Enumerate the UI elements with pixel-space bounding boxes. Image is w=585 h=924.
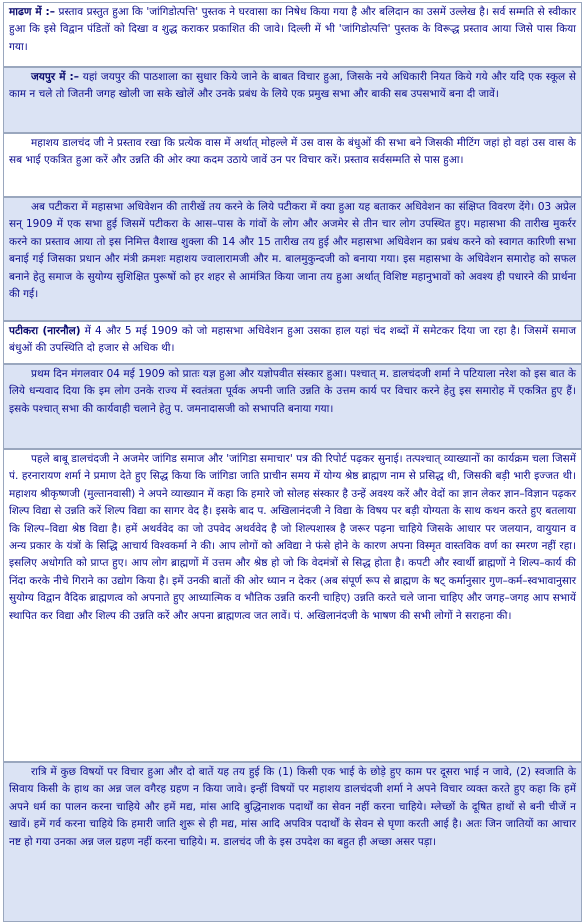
paragraph-text: प्रस्ताव प्रस्तुत हुआ कि 'जांगिडोत्पत्ति' पुस्तक ने घरवासा का निषेध किया गया है और बलिदान का उसमें उल्लेख है। सर्व सम्मति से स्वीकार हुआ कि इसे विद्वान पंडितों को दिखा व शुद्ध कराकर प्रकाशित की जावे। दिल्ली में भी 'जांगिडोत्पत्ति' पुस्तक के विरूद्ध प्रस्ताव आया जिसे पास किया गया।	[9, 6, 576, 53]
paragraph-speeches	[3, 449, 582, 762]
paragraph-madhan	[3, 2, 582, 67]
paragraph-jaipur	[3, 67, 582, 133]
paragraph-text: प्रथम दिन मंगलवार 04 मई 1909 को प्रातः यज्ञ हुआ और यज्ञोपवीत संस्कार हुआ। पश्चात् म. डालचंदजी शर्मा ने पटियाला नरेश को इस बात के लिये धन्यवाद दिया कि इम लोग उनके राज्य में स्वतंत्रता पूर्वक अपनी जाति उन्नति के उत्तम कार्य पर विचार करने हेतु इस समारोह में एकत्रित हुए हैं। इसके पश्चात् सभा की कार्यवाही चलाने हेतु प. जमनादासजी को सभापति बनाया गया।	[9, 368, 576, 415]
paragraph-text: महाशय डालचंद जी ने प्रस्ताव रखा कि प्रत्येक वास में अर्थात् मोहल्ले में उस वास के बंधुओं की सभा बने जिसकी मीटिंग जहां हो वहां उस वास के सब भाई एकत्रित हुआ करें और उन्नति की ओर क्या कदम उठाये जावें उन पर विचार करें। प्रस्ताव सर्वसम्मति से पास हुआ।	[9, 137, 576, 167]
section-heading-madhan: माढण में :–	[9, 6, 55, 18]
paragraph-vas-sabha	[3, 133, 582, 197]
paragraph-text: रात्रि में कुछ विषयों पर विचार हुआ और दो बातें यह तय हुई कि (1) किसी एक भाई के छोड़े हुए काम पर दूसरा भाई न जावे, (2) स्वजाति के सिवाय किसी के हाथ का अन्न जल वगैरह ग्रहण न किया जावे। इन्हीं विषयों पर महाशय डालचंदजी शर्मा ने अपने विचार व्यक्त करते हुए कहा कि हमें अपने धर्म का पालन करना चाहिये और हमें मद्य, मांस आदि बुद्धिनाशक पदार्थों का सेवन नहीं करना चाहिये। म्लेच्छों के दूषित हाथों से बनी चीजें न खावें। हमें गर्व करना चाहिये कि हमारी जाति शुरू से ही मद्य, मांस आदि अपवित्र पदार्थों के सेवन से घृणा करती आई है। अतः जिन जातियों का आचार नष्ट हो गया उनका अन्न जल ग्रहण नहीं करना चाहिये। म. डालचंद जी के इस उपदेश का बहुत ही अच्छा असर पड़ा।	[9, 766, 576, 848]
paragraph-first-day	[3, 364, 582, 449]
paragraph-text: यहां जयपुर की पाठशाला का सुधार किये जाने के बाबत विचार हुआ, जिसके नये अधिकारी नियत किये गये और यदि एक स्कूल से काम न चले तो जितनी जगह खोली जा सके खोलें और उनके प्रबंध के लिये एक प्रमुख सभा और बाकी सब उपसभायें बना दी जावें।	[9, 71, 576, 101]
paragraph-patikara-narnaul	[3, 321, 582, 364]
section-heading-patikara: पटीकरा (नारनौल)	[9, 325, 81, 337]
paragraph-night-session	[3, 762, 582, 922]
paragraph-text: पहले बाबू डालचंदजी ने अजमेर जांगिड समाज और 'जांगिडा समाचार' पत्र की रिपोर्ट पढ़कर सुनाई। तत्पश्चात् व्याख्यानों का कार्यक्रम चला जिसमें पं. हरनारायण शर्मा ने प्रमाण देते हुए सिद्ध किया कि जांगिडा जाति प्राचीन समय में योग्य श्रेष्ठ ब्राह्मण नाम से प्रसिद्ध थी, जिसकी बड़ी भारी इज्जत थी। महाशय श्रीकृष्णजी (मुल्तानवासी) ने अपने व्याख्यान में कहा कि हमारे जो सोलह संस्कार है उन्हें अवश्य करें और वेदों का ज्ञान लेकर ज्ञान–विज्ञान पढ़कर शिल्प विद्या से उन्नति करें शिल्प विद्या का सागर वेद है। इसके बाद प. अखिलानंदजी ने विद्या के विषय पर बड़ी योग्यता के साथ कथन करते हुए बतलाया कि शिल्प–विद्या श्रेष्ठ विद्या है। हमें अथर्ववेद का जो उपवेद अथर्ववेद है जो शिल्पशास्त्र है जरूर पढ़ना चाहिये जिसके आधार पर जलयान, वायुयान व अन्य प्रकार के यंत्रों के सिद्धि आचार्य विश्वकर्मा ने की। आप लोगों को अविद्या ने फंसे होने के कारण अपना विस्मृत वास्तविक वर्ण का स्मरण नहीं रहा। इसलिए अधोगति को प्राप्त हुए। आप लोग ब्राह्मणों में उत्तम और श्रेष्ठ हो जो कि वेदमंत्रों से सिद्ध होता है। कपटी और स्वार्थी ब्राह्मणों ने शिल्प–कार्य की निंदा करके नीचे गिराने का उद्योग किया है। इमें उनकी बातों की ओर ध्यान न देकर (अब संपूर्ण रूप से ब्राह्मण के षट् कर्मानुसार गुण–कर्म–स्वभावानुसार सुयोग्य विद्वान वैदिक ब्राह्मणत्व को अपनाते हुए आध्यात्मिक व भौतिक उन्नति करनी चाहिए) उन्नति करते चले जाना चाहिए और जगह–जगह आप सभायें स्थापित कर विद्या और शिल्प की उन्नति करें और अपना ब्राह्मणत्व जत लावें। पं. अखिलानंदजी के भाषण की सभी लोगों ने सराहना की।	[9, 453, 576, 622]
paragraph-patikara-dates	[3, 197, 582, 321]
section-heading-jaipur: जयपुर में :–	[31, 71, 80, 83]
paragraph-text: अब पटीकरा में महासभा अधिवेशन की तारीखें तय करने के लिये पटीकरा में क्या हुआ यह बताकर अधिवेशन का संक्षिप्त विवरण देंगे। 03 अप्रेल सन् 1909 में एक सभा हुई जिसमें पटीकरा के आस–पास के गांवों के लोग और अजमेर से तीन चार लोग उपस्थित हुए। महासभा की तारीख मुकर्रर करने का प्रस्ताव आया तो इस निमित्त वैशाख शुक्ला की 14 और 15 तारीख तय हुई और महासभा अधिवेशन का प्रबंध करने को स्वागत कारिणी सभा बनाई गई जिसका प्रधान और मंत्री क्रमशः महाशय ज्वालारामजी और म. बालमुकुन्दजी को बनाया गया। इस महासभा के अधिवेशन समारोह को सफल बनाने हेतु समाज के सुयोग्य सुशिक्षित पुरूषों को हर शहर से आमंत्रित किया जाना तय हुआ अर्थात् विशिष्ट महानुभावों को अवश्य ही पधारने की प्रार्थना की गई।	[9, 201, 576, 301]
paragraph-text: में 4 और 5 मई 1909 को जो महासभा अधिवेशन हुआ उसका हाल यहां चंद शब्दों में समेटकर दिया जा रहा है। जिसमें समाज बंधुओं की उपस्थिति दो हजार से अधिक थी।	[9, 325, 576, 355]
